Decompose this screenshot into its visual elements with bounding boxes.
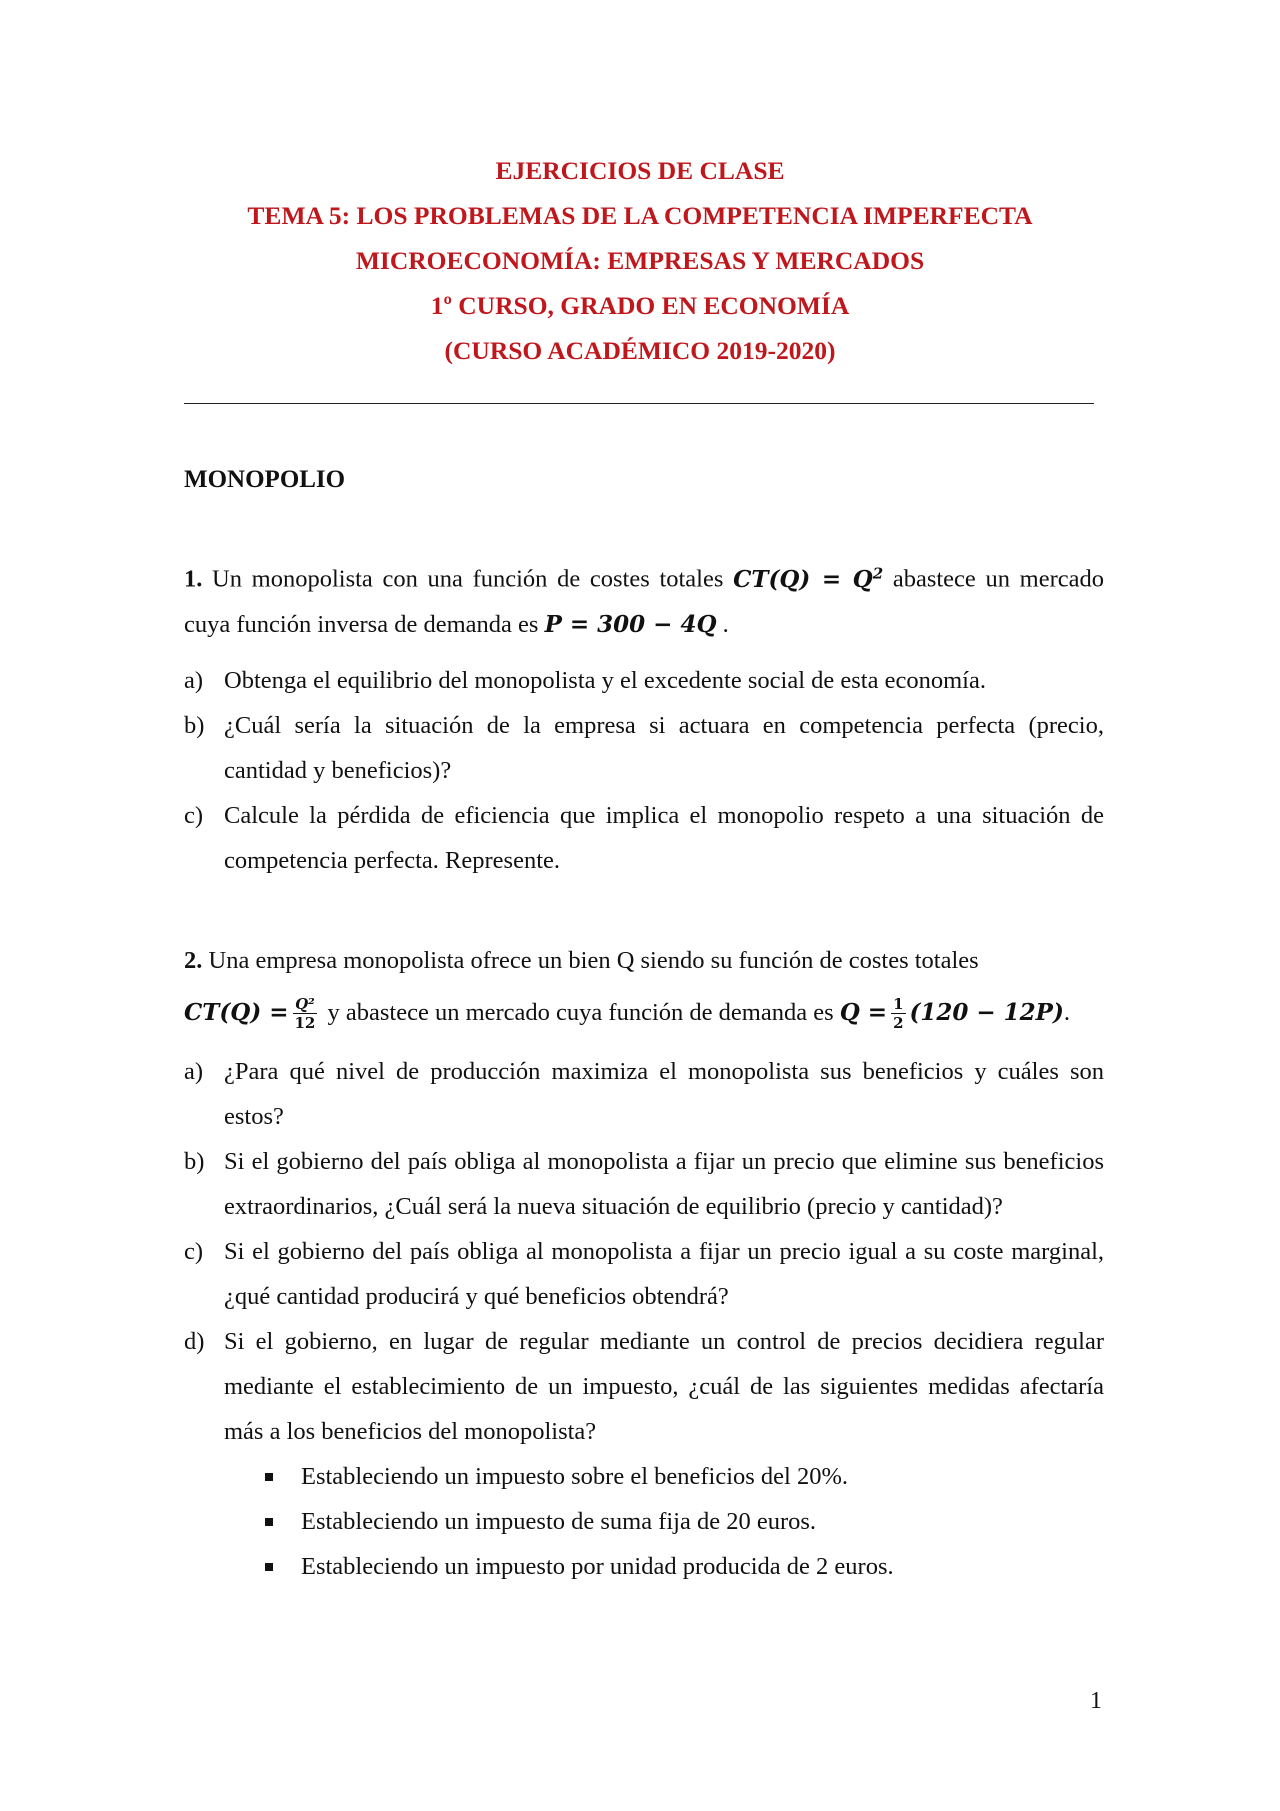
exercise-1-text-b: abastece un mercado cuya función inversa de demanda es [184,565,1104,638]
exercise-2-item-d: d) Si el gobierno, en lugar de regular mediante un control de precios decidiera regular mediante el establecimiento de un impuesto, ¿cuál de las siguientes medidas afectaría más a los beneficios del monopolista? [184,1328,1104,1445]
exercise-2-item-b: b) Si el gobierno del país obliga al monopolista a fijar un precio que elimine sus beneficios extraordinarios, ¿Cuál será la nueva situación de equilibrio (precio y cantidad)? [184,1148,1104,1220]
exercise-1 [184,551,1104,883]
exercise-2-demand-fraction: $\frac{1}{2}$ [893,995,904,1033]
exercise-2-statement [184,938,1104,983]
exercise-1-item-b: b) ¿Cuál sería la situación de la empresa si actuara en competencia perfecta (precio, cantidad y beneficios)? [184,711,1104,784]
exercise-1-number: 1. [184,565,203,593]
section-title: MONOPOLIO [184,466,346,493]
exercise-1-item-c: c) Calcule la pérdida de eficiencia que implica el monopolio respeto a una situación de competencia perfecta. Represente. [184,801,1104,874]
exercise-2-demand-rhs: (120 − 12P) [909,999,1064,1026]
exercise-2-bullet-1: Estableciendo un impuesto sobre el beneficios del 20%. [184,1454,1104,1499]
exercise-2-text-b: y abastece un mercado cuya función de demanda es [321,999,840,1026]
exercise-1-statement [184,551,1104,647]
header-line-4: 1º CURSO, GRADO EN ECONOMÍA [430,291,850,320]
exercise-2-number: 2. [184,947,203,974]
header-divider [184,403,1094,404]
exercise-1-demand-formula: P = 300 − 4Q [544,610,717,638]
exercise-2-text-c: . [1063,999,1070,1026]
exercise-2-cost-lhs: CT(Q) = [184,999,289,1026]
page-number: 1 [1090,1688,1102,1714]
exercise-2-item-a: a) ¿Para qué nivel de producción maximiza el monopolista sus beneficios y cuáles son estos? [184,1058,1104,1130]
exercise-1-text-a: Un monopolista con una función de costes totales [202,565,734,593]
header-line-1: EJERCICIOS DE CLASE [495,156,785,185]
header-line-3: MICROECONOMÍA: EMPRESAS Y MERCADOS [355,246,925,275]
exercise-1-cost-formula: $CT(Q) = Q^2$ [733,564,884,593]
exercise-2-text-a: Una empresa monopolista ofrece un bien Q siendo su función de costes totales [202,947,979,974]
bullet-square-icon [265,1473,273,1481]
header-line-5: (CURSO ACADÉMICO 2019-2020) [444,336,836,365]
exercise-2-bullet-3: Estableciendo un impuesto por unidad producida de 2 euros. [184,1544,1104,1589]
exercise-2-cost-fraction: $\frac{\text{Q²}}{12}$ [294,995,316,1033]
header-line-2: TEMA 5: LOS PROBLEMAS DE LA COMPETENCIA IMPERFECTA [247,201,1033,230]
exercise-2-item-c: c) Si el gobierno del país obliga al monopolista a fijar un precio igual a su coste marginal, ¿qué cantidad producirá y qué beneficios obtendrá? [184,1238,1104,1310]
exercise-2-formulas [184,985,1104,1041]
exercise-1-text-c: . [716,610,729,638]
document-header [0,148,1280,373]
exercise-2 [184,938,1104,1589]
exercise-1-item-a: a) Obtenga el equilibrio del monopolista y el excedente social de esta economía. [184,666,986,694]
exercise-2-demand-lhs: Q = [839,999,888,1026]
exercise-2-bullet-2: Estableciendo un impuesto de suma fija de 20 euros. [184,1499,1104,1544]
bullet-square-icon [265,1518,273,1526]
bullet-square-icon [265,1563,273,1571]
